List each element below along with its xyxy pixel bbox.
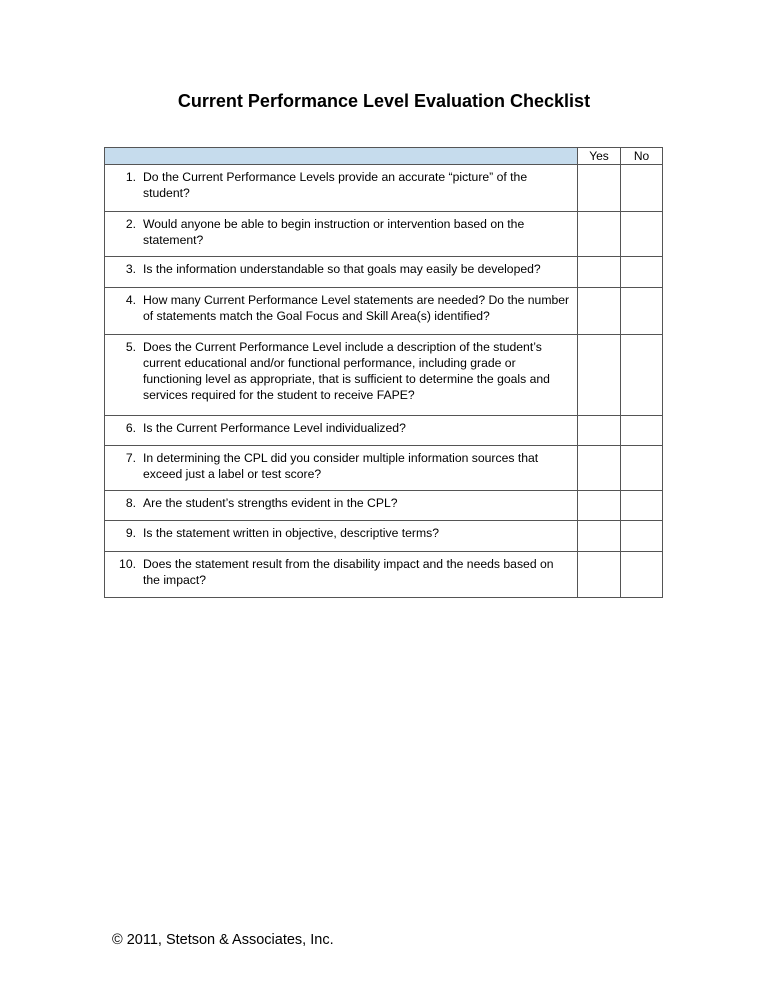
question-cell (105, 212, 578, 257)
no-checkbox-cell[interactable] (621, 552, 663, 598)
question-cell (105, 335, 578, 416)
yes-column-header: Yes (578, 148, 621, 165)
yes-checkbox-cell[interactable] (578, 212, 621, 257)
question-cell (105, 521, 578, 552)
question-cell (105, 257, 578, 288)
question-cell (105, 288, 578, 335)
no-checkbox-cell[interactable] (621, 288, 663, 335)
item-number: 1. (125, 170, 136, 184)
item-text: In determining the CPL did you consider multiple information sources that exceed just a label or test score? (143, 451, 539, 481)
yes-checkbox-cell[interactable] (578, 288, 621, 335)
no-checkbox-cell[interactable] (621, 491, 663, 521)
page-title: Current Performance Level Evaluation Checklist (177, 91, 591, 111)
table-row (105, 335, 663, 416)
item-number: 9. (125, 526, 136, 540)
table-row (105, 257, 663, 288)
no-checkbox-cell[interactable] (621, 521, 663, 552)
yes-checkbox-cell[interactable] (578, 257, 621, 288)
yes-checkbox-cell[interactable] (578, 491, 621, 521)
table-row (105, 521, 663, 552)
item-text: Is the Current Performance Level individualized? (143, 421, 406, 435)
no-checkbox-cell[interactable] (621, 416, 663, 446)
header-blank-cell (105, 148, 578, 165)
item-number: 2. (125, 217, 136, 231)
item-number: 7. (125, 451, 136, 465)
table-row (105, 491, 663, 521)
no-checkbox-cell[interactable] (621, 212, 663, 257)
question-cell (105, 552, 578, 598)
no-checkbox-cell[interactable] (621, 446, 663, 491)
item-number: 8. (125, 496, 136, 510)
table-row (105, 212, 663, 257)
item-number: 4. (125, 293, 136, 307)
yes-checkbox-cell[interactable] (578, 446, 621, 491)
checklist-table (104, 147, 663, 598)
table-row (105, 416, 663, 446)
item-number: 3. (125, 262, 136, 276)
item-text: Is the information understandable so that goals may easily be developed? (143, 262, 541, 276)
item-text: Do the Current Performance Levels provide an accurate “picture” of the student? (143, 170, 528, 200)
yes-checkbox-cell[interactable] (578, 165, 621, 212)
item-number: 6. (125, 421, 136, 435)
question-cell (105, 165, 578, 212)
item-number: 5. (125, 340, 136, 354)
question-cell (105, 446, 578, 491)
table-row (105, 446, 663, 491)
no-checkbox-cell[interactable] (621, 335, 663, 416)
table-row (105, 288, 663, 335)
yes-checkbox-cell[interactable] (578, 552, 621, 598)
no-checkbox-cell[interactable] (621, 165, 663, 212)
item-text: Does the statement result from the disability impact and the needs based on the impact? (143, 557, 554, 587)
item-number: 10. (119, 557, 136, 571)
copyright-footer: © 2011, Stetson & Associates, Inc. (112, 932, 334, 948)
item-text: Are the student’s strengths evident in the CPL? (143, 496, 398, 510)
item-text: Would anyone be able to begin instruction or intervention based on the statement? (143, 217, 525, 247)
item-text: Does the Current Performance Level include a description of the student’s current educational and/or functional performance, including grade or functioning level as appropriate, that is sufficient to determine the goals and services required for the student to receive FAPE? (143, 340, 550, 402)
no-checkbox-cell[interactable] (621, 257, 663, 288)
item-text: Is the statement written in objective, descriptive terms? (143, 526, 440, 540)
table-row (105, 165, 663, 212)
yes-checkbox-cell[interactable] (578, 521, 621, 552)
question-cell (105, 416, 578, 446)
no-column-header: No (621, 148, 663, 165)
yes-checkbox-cell[interactable] (578, 416, 621, 446)
question-cell (105, 491, 578, 521)
table-row (105, 552, 663, 598)
item-text: How many Current Performance Level statements are needed? Do the number of statements match the Goal Focus and Skill Area(s) identified? (143, 293, 570, 323)
yes-checkbox-cell[interactable] (578, 335, 621, 416)
table-header-row (105, 148, 663, 165)
